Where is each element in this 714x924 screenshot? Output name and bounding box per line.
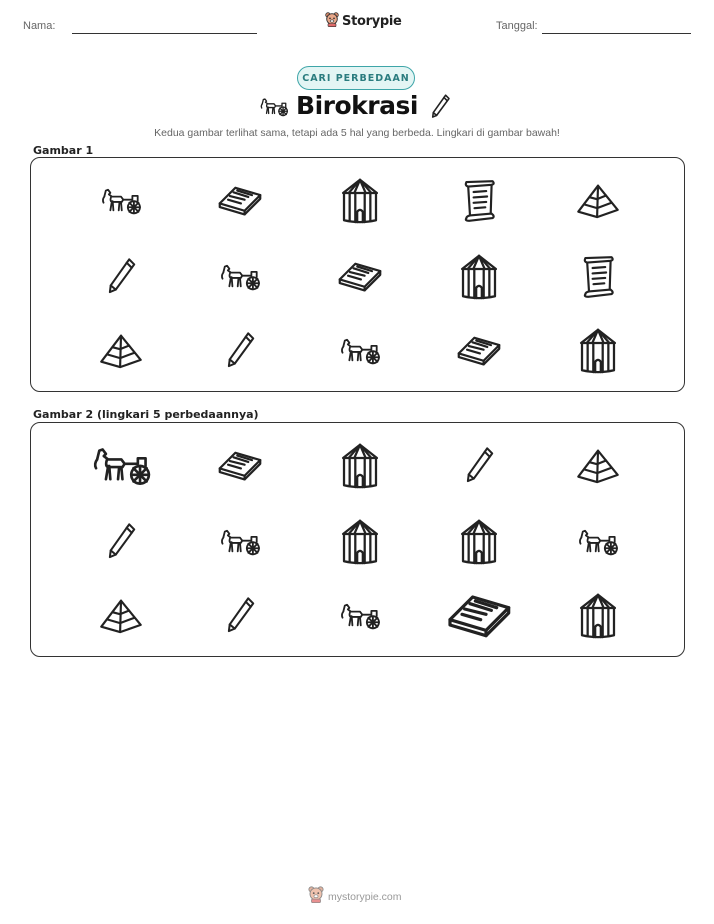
hut-icon xyxy=(552,316,644,386)
name-label: Nama: xyxy=(23,20,56,32)
pencil-icon[interactable] xyxy=(433,431,525,501)
chariot-icon[interactable] xyxy=(194,507,286,577)
pyramid-icon[interactable] xyxy=(75,581,167,651)
pencil-icon xyxy=(194,316,286,386)
chariot-icon xyxy=(75,166,167,236)
scroll-icon xyxy=(433,166,525,236)
bear-mascot-icon xyxy=(308,886,324,907)
hut-icon xyxy=(433,242,525,312)
footer xyxy=(308,886,402,907)
tablet-icon[interactable] xyxy=(194,431,286,501)
pencil-icon[interactable] xyxy=(194,581,286,651)
storypie-logo xyxy=(325,12,402,31)
hut-icon[interactable] xyxy=(552,581,644,651)
picture-1-panel xyxy=(30,157,685,392)
hut-icon[interactable] xyxy=(433,507,525,577)
chariot-icon xyxy=(194,242,286,312)
tablet-icon[interactable] xyxy=(433,581,525,651)
pencil-icon xyxy=(428,93,452,125)
footer-url: mystorypie.com xyxy=(328,890,402,903)
pencil-icon[interactable] xyxy=(75,507,167,577)
chariot-icon xyxy=(314,316,406,386)
hut-icon xyxy=(314,166,406,236)
scroll-icon xyxy=(552,242,644,312)
instructions: Kedua gambar terlihat sama, tetapi ada 5 hal yang berbeda. Lingkari di gambar bawah! xyxy=(154,127,560,139)
hut-icon[interactable] xyxy=(314,431,406,501)
worksheet-title: Birokrasi xyxy=(296,91,418,120)
date-label: Tanggal: xyxy=(496,20,538,32)
activity-badge: CARI PERBEDAAN xyxy=(297,66,415,90)
section2-label: Gambar 2 (lingkari 5 perbedaannya) xyxy=(33,408,259,421)
tablet-icon xyxy=(194,166,286,236)
tablet-icon xyxy=(314,242,406,312)
date-field[interactable] xyxy=(542,33,691,34)
name-field[interactable] xyxy=(72,33,257,34)
pyramid-icon[interactable] xyxy=(552,431,644,501)
chariot-icon[interactable] xyxy=(314,581,406,651)
pyramid-icon xyxy=(75,316,167,386)
chariot-icon[interactable] xyxy=(75,431,167,501)
hut-icon[interactable] xyxy=(314,507,406,577)
tablet-icon xyxy=(433,316,525,386)
pyramid-icon xyxy=(552,166,644,236)
pencil-icon xyxy=(75,242,167,312)
picture-2-panel[interactable] xyxy=(30,422,685,657)
logo-text: Storypie xyxy=(342,14,402,29)
bear-mascot-icon xyxy=(325,12,339,31)
chariot-icon[interactable] xyxy=(552,507,644,577)
section1-label: Gambar 1 xyxy=(33,144,94,157)
